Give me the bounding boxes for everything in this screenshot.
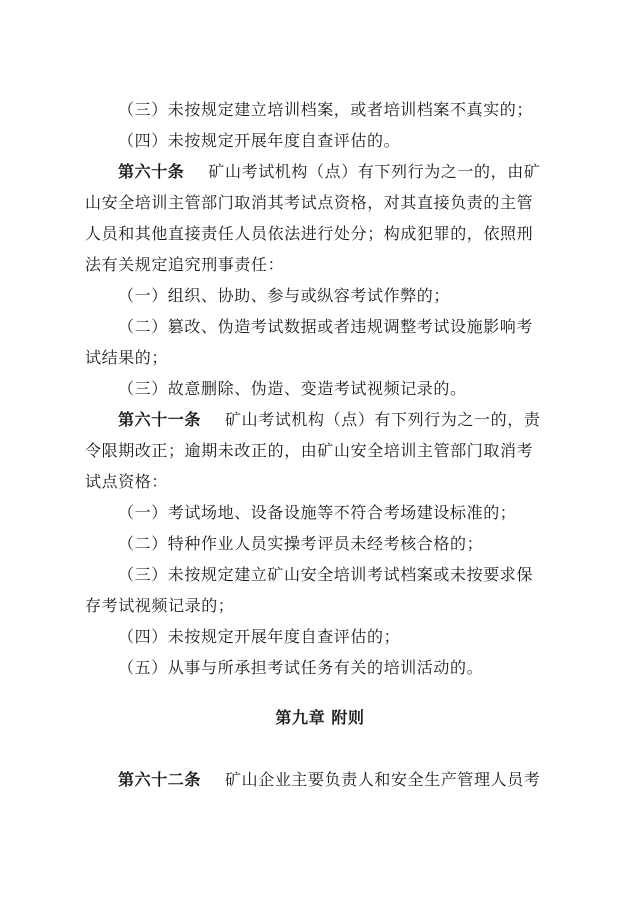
- article-62-number: 第六十二条: [118, 770, 202, 789]
- article-62-text: 矿山企业主要负责人和安全生产管理人员考: [225, 770, 541, 789]
- clause-line: 试结果的；: [85, 348, 169, 367]
- article-61-first-line: [118, 410, 640, 430]
- article-62-first-line: [118, 770, 640, 790]
- clause-line: （二）篡改、伪造考试数据或者违规调整考试设施影响考: [118, 317, 534, 336]
- clause-line: （三）未按规定建立矿山安全培训考试档案或未按要求保: [118, 565, 534, 584]
- article-line: 山安全培训主管部门取消其考试点资格，对其直接负责的主管: [85, 193, 534, 212]
- article-line: 人员和其他直接责任人员依法进行处分；构成犯罪的，依照刑: [85, 224, 534, 243]
- clause-line: （四）未按规定开展年度自查评估的；: [118, 627, 401, 646]
- clause-line: （一）组织、协助、参与或纵容考试作弊的；: [118, 286, 451, 305]
- clause-line: （四）未按规定开展年度自查评估的。: [118, 131, 401, 150]
- clause-line: （五）从事与所承担考试任务有关的培训活动的。: [118, 658, 484, 677]
- chapter-title: 第九章 附则: [275, 708, 365, 727]
- article-line: 法有关规定追究刑事责任：: [85, 255, 285, 274]
- article-line: 试点资格：: [85, 472, 169, 491]
- article-61-text: 矿山考试机构（点）有下列行为之一的，责: [225, 410, 541, 429]
- clause-line: （三）未按规定建立培训档案，或者培训档案不真实的；: [118, 100, 534, 119]
- clause-line: 存考试视频记录的；: [85, 596, 235, 615]
- clause-line: （二）特种作业人员实操考评员未经考核合格的；: [118, 534, 484, 553]
- article-61-number: 第六十一条: [118, 410, 202, 429]
- article-60-text: 矿山考试机构（点）有下列行为之一的，由矿: [208, 162, 541, 181]
- article-60-number: 第六十条: [118, 162, 185, 181]
- article-60-first-line: [118, 162, 640, 182]
- clause-line: （一）考试场地、设备设施等不符合考场建设标准的；: [118, 503, 517, 522]
- clause-line: （三）故意删除、伪造、变造考试视频记录的。: [118, 379, 467, 398]
- article-line: 令限期改正；逾期未改正的，由矿山安全培训主管部门取消考: [85, 441, 534, 460]
